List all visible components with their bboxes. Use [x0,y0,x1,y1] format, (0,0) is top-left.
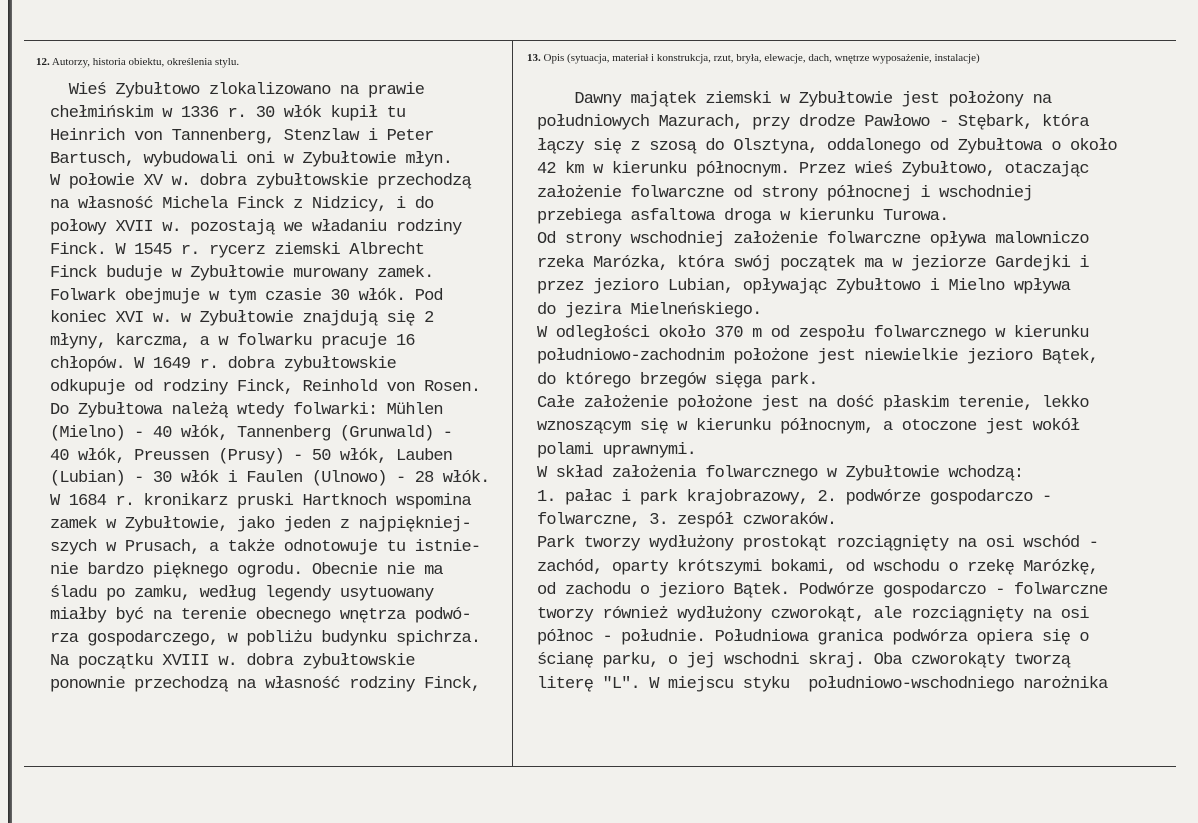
section-13-text-line: tworzy również wydłużony czworokąt, ale rozciągnięty na osi [537,604,1089,624]
section-12-body [50,80,490,697]
section-12-text-line: chełmińskim w 1336 r. 30 włók kupił tu [50,103,406,123]
section-12-text-line: szych w Prusach, a także odnotowuje tu istnie- [50,537,481,557]
section-12-text-line: na własność Michela Finck z Nidzicy, i do [50,195,434,215]
section-13-text-line: przebiega asfaltowa droga w kierunku Turowa. [537,206,949,226]
section-13-text-line: do którego brzegów sięga park. [537,370,818,390]
section-12-text-line: Folwark obejmuje w tym czasie 30 włók. Pod [50,286,443,306]
section-12-text-line: (Lubian) - 30 włók i Faulen (Ulnowo) - 28 włók. [50,469,490,489]
section-13-text-line: przez jezioro Lubian, opływając Zybułtowo i Mielno wpływa [537,277,1071,297]
section-13-text-line: Park tworzy wydłużony prostokąt rozciągnięty na osi wschód - [537,534,1099,554]
section-12-text-line: W 1684 r. kronikarz pruski Hartknoch wspomina [50,492,471,512]
section-13-title: Opis (sytuacja, materiał i konstrukcja, rzut, bryła, elewacje, dach, wnętrze wyposażenie, instalacje) [543,52,980,64]
section-12-text-line: Wieś Zybułtowo zlokalizowano na prawie [50,81,425,100]
section-13-number: 13. [527,52,541,64]
card-edge-shadow [8,0,12,823]
section-13-text-line: W odległości około 370 m od zespołu folwarcznego w kierunku [537,323,1089,343]
section-12-text-line: (Mielno) - 40 włók, Tannenberg (Grunwald) - [50,423,453,443]
section-12-text-line: śladu po zamku, według legendy usytuowany [50,583,434,603]
section-13-body [537,88,1117,696]
section-12-heading [36,56,239,68]
section-13-heading [527,52,980,64]
column-divider [512,40,513,767]
section-12-text-line: miałby być na terenie obecnego wnętrza podwó- [50,606,471,626]
section-13-text-line: 1. pałac i park krajobrazowy, 2. podwórze gospodarczo - [537,487,1052,507]
section-13-text-line: północ - południe. Południowa granica podwórza opiera się o [537,627,1089,647]
section-12-text-line: rza gospodarczego, w pobliżu budynku spichrza. [50,629,481,649]
section-13-text-line: W skład założenia folwarcznego w Zybułtowie wchodzą: [537,464,1024,484]
section-13-text-line: literę "L". W miejscu styku południowo-wschodniego narożnika [537,674,1108,694]
section-13-text-line: założenie folwarczne od strony północnej i wschodniej [537,183,1033,203]
section-12-text-line: zamek w Zybułtowie, jako jeden z najpiękniej- [50,515,471,535]
section-12-text-line: nie bardzo pięknego ogrodu. Obecnie nie ma [50,560,443,580]
section-13-text-line: Dawny majątek ziemski w Zybułtowie jest położony na [537,90,1052,109]
section-12-text-line: Finck. W 1545 r. rycerz ziemski Albrecht [50,240,425,260]
section-13-text-line: od zachodu o jezioro Bątek. Podwórze gospodarczo - folwarczne [537,581,1108,601]
section-12-title: Autorzy, historia obiektu, określenia stylu. [51,56,240,68]
section-13-text-line: 42 km w kierunku północnym. Przez wieś Zybułtowo, otaczając [537,160,1089,180]
section-12-text-line: połowy XVII w. pozostają we władaniu rodziny [50,218,462,238]
section-13-text-line: rzeka Marózka, która swój początek ma w jeziorze Gardejki i [537,253,1089,273]
frame-bottom-rule [24,766,1176,767]
section-13-text-line: wznoszącym się w kierunku północnym, a otoczone jest wokół [537,417,1080,437]
section-12-text-line: Na początku XVIII w. dobra zybułtowskie [50,652,415,672]
frame-top-rule [24,40,1176,41]
section-12-text-line: Bartusch, wybudowali oni w Zybułtowie młyn. [50,149,453,169]
section-12-text-line: Do Zybułtowa należą wtedy folwarki: Mühlen [50,400,443,420]
section-12-text-line: koniec XVI w. w Zybułtowie znajdują się 2 [50,309,434,329]
section-13-text-line: Od strony wschodniej założenie folwarczne opływa malowniczo [537,230,1089,250]
section-13-text-line: Całe założenie położone jest na dość płaskim terenie, lekko [537,394,1089,414]
section-13-text-line: polami uprawnymi. [537,440,696,460]
section-13-text-line: zachód, oparty krótszymi bokami, od wschodu o rzekę Marózkę, [537,557,1099,577]
section-12-number: 12. [36,56,50,68]
section-12-text-line: ponownie przechodzą na własność rodziny Finck, [50,674,481,694]
section-13-text-line: ścianę parku, o jej wschodni skraj. Oba czworokąty tworzą [537,651,1071,671]
section-13-text-line: łączy się z szosą do Olsztyna, oddalonego od Zybułtowa o około [537,136,1117,156]
section-13-text-line: folwarczne, 3. zespół czworaków. [537,511,837,531]
section-13-text-line: południowych Mazurach, przy drodze Pawłowo - Stębark, która [537,113,1089,133]
section-12-text-line: Finck buduje w Zybułtowie murowany zamek. [50,263,434,283]
section-13-text-line: południowo-zachodnim położone jest niewielkie jezioro Bątek, [537,347,1099,367]
section-12-text-line: młyny, karczma, a w folwarku pracuje 16 [50,332,415,352]
section-12-text-line: chłopów. W 1649 r. dobra zybułtowskie [50,355,397,375]
section-12-text-line: W połowie XV w. dobra zybułtowskie przechodzą [50,172,471,192]
section-13-text-line: do jezira Mielneńskiego. [537,300,762,320]
section-12-text-line: Heinrich von Tannenberg, Stenzlaw i Peter [50,126,434,146]
section-12-text-line: 40 włók, Preussen (Prusy) - 50 włók, Lauben [50,446,453,466]
section-12-text-line: odkupuje od rodziny Finck, Reinhold von Rosen. [50,377,481,397]
